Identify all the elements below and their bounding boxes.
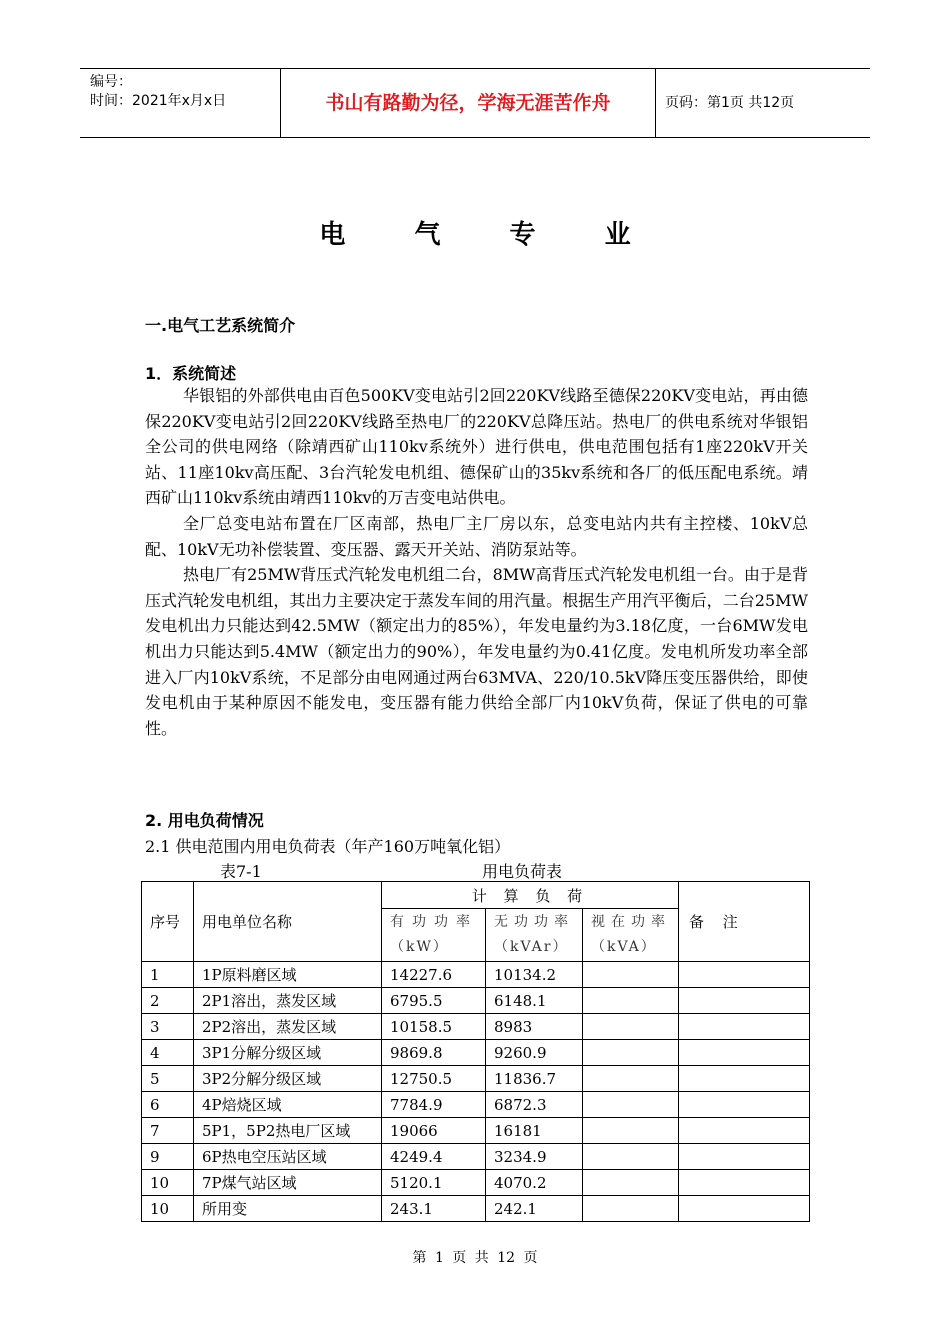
cell-seq: 3 [142,1014,194,1040]
reactive-power-unit: （kVAr） [494,939,569,955]
paragraph: 热电厂有25MW背压式汽轮发电机组二台，8MW高背压式汽轮发电机组一台。由于是背压式汽轮发电机组，其出力主要决定于蒸发车间的用汽量。根据生产用汽平衡后，二台25MW发电机出力只能达到42.5MW（额定出力的85%），年发电量约为3.18亿度，一台6MW发电机出力只能达到5.4MW（额定出力的90%），年发电量约为0.41亿度。发电机所发功率全部进入厂内10kV系统，不足部分由电网通过两台63MVA、220/10.5kV降压变压器供给，即使发电机由于某种原因不能发电，变压器有能力供给全部厂内10kV负荷，保证了供电的可靠性。 [145,565,808,738]
cell-note [679,1170,810,1196]
table-caption: 2.1 供电范围内用电负荷表（年产160万吨氧化铝） [145,837,511,856]
table-row [142,1118,810,1144]
cell-name: 7P煤气站区域 [194,1170,382,1196]
cell-seq: 7 [142,1118,194,1144]
cell-p: 9869.8 [382,1040,486,1066]
cell-seq: 6 [142,1092,194,1118]
cell-p: 10158.5 [382,1014,486,1040]
cell-q: 6148.1 [486,988,583,1014]
cell-seq: 9 [142,1144,194,1170]
time-label: 时间：2021年x月x日 [90,93,227,109]
table-row [142,962,810,988]
cell-p: 6795.5 [382,988,486,1014]
apparent-power-label: 视在功率 [591,914,671,930]
cell-p: 7784.9 [382,1092,486,1118]
header-active-power [382,909,486,962]
cell-p: 4249.4 [382,1144,486,1170]
cell-seq: 10 [142,1170,194,1196]
table-row [142,1144,810,1170]
cell-seq: 10 [142,1196,194,1222]
header-calc-load: 计 算 负 荷 [382,882,679,909]
cell-p: 5120.1 [382,1170,486,1196]
cell-s [583,962,679,988]
cell-q: 3234.9 [486,1144,583,1170]
table-row [142,1170,810,1196]
cell-q: 242.1 [486,1196,583,1222]
cell-name: 5P1，5P2热电厂区域 [194,1118,382,1144]
header-note: 备 注 [679,882,810,962]
cell-note [679,1144,810,1170]
paragraph: 华银铝的外部供电由百色500KV变电站引2回220KV线路至德保220KV变电站，再由德保220KV变电站引2回220KV线路至热电厂的220KV总降压站。热电厂的供电系统对华银铝全公司的供电网络（除靖西矿山110kv系统外）进行供电，供电范围包括有1座220kV开关站、11座10kv高压配、3台汽轮发电机组、德保矿山的35kv系统和各厂的低压配电系统。靖西矿山110kv系统由靖西110kv的万吉变电站供电。 [145,386,808,508]
cell-q: 10134.2 [486,962,583,988]
subsection-heading: 2. 用电负荷情况 [145,811,264,830]
cell-note [679,1040,810,1066]
cell-s [583,1118,679,1144]
cell-q: 4070.2 [486,1170,583,1196]
cell-name: 2P2溶出，蒸发区域 [194,1014,382,1040]
cell-q: 6872.3 [486,1092,583,1118]
cell-name: 6P热电空压站区域 [194,1144,382,1170]
cell-note [679,1014,810,1040]
cell-p: 243.1 [382,1196,486,1222]
paragraph: 全厂总变电站布置在厂区南部，热电厂主厂房以东，总变电站内共有主控楼、10kV总配、10kV无功补偿装置、变压器、露天开关站、消防泵站等。 [145,513,808,559]
page-header [80,68,870,138]
cell-note [679,1066,810,1092]
header-divider [655,69,656,137]
body-text [145,383,808,741]
cell-p: 19066 [382,1118,486,1144]
table-row [142,1014,810,1040]
header-name: 用电单位名称 [194,882,382,962]
cell-note [679,1196,810,1222]
table-row [142,1066,810,1092]
cell-s [583,1170,679,1196]
cell-note [679,988,810,1014]
page-footer: 第 1 页 共 12 页 [412,1250,538,1266]
cell-name: 4P焙烧区域 [194,1092,382,1118]
header-page-info: 页码：第1页 共12页 [665,95,795,111]
cell-seq: 5 [142,1066,194,1092]
cell-s [583,1196,679,1222]
cell-name: 2P1溶出，蒸发区域 [194,988,382,1014]
reactive-power-label: 无功功率 [494,914,574,930]
table-title: 用电负荷表 [482,862,563,881]
section-heading: 一.电气工艺系统简介 [145,316,296,335]
cell-seq: 1 [142,962,194,988]
active-power-unit: （kW） [390,939,449,955]
table-row [142,1040,810,1066]
table-row [142,1092,810,1118]
serial-label: 编号： [90,74,132,90]
header-seq: 序号 [142,882,194,962]
cell-seq: 2 [142,988,194,1014]
cell-s [583,1144,679,1170]
table-header-row [142,882,810,909]
cell-note [679,1118,810,1144]
header-reactive-power [486,909,583,962]
cell-s [583,988,679,1014]
table-number: 表7-1 [220,862,262,881]
cell-s [583,1066,679,1092]
cell-name: 所用变 [194,1196,382,1222]
document-title: 电 气 专 业 [319,220,661,250]
header-apparent-power [583,909,679,962]
header-meta [90,73,226,111]
active-power-label: 有功功率 [390,914,478,930]
table-row [142,988,810,1014]
cell-seq: 4 [142,1040,194,1066]
table-row [142,1196,810,1222]
cell-name: 3P1分解分级区域 [194,1040,382,1066]
header-motto: 书山有路勤为径，学海无涯苦作舟 [325,92,611,114]
cell-s [583,1040,679,1066]
cell-name: 3P2分解分级区域 [194,1066,382,1092]
cell-q: 11836.7 [486,1066,583,1092]
load-table [141,881,810,1222]
cell-q: 16181 [486,1118,583,1144]
subsection-heading: 1．系统简述 [145,364,237,383]
cell-q: 9260.9 [486,1040,583,1066]
cell-note [679,962,810,988]
cell-s [583,1092,679,1118]
cell-s [583,1014,679,1040]
apparent-power-unit: （kVA） [591,939,657,955]
cell-name: 1P原料磨区域 [194,962,382,988]
cell-p: 12750.5 [382,1066,486,1092]
cell-note [679,1092,810,1118]
cell-q: 8983 [486,1014,583,1040]
cell-p: 14227.6 [382,962,486,988]
